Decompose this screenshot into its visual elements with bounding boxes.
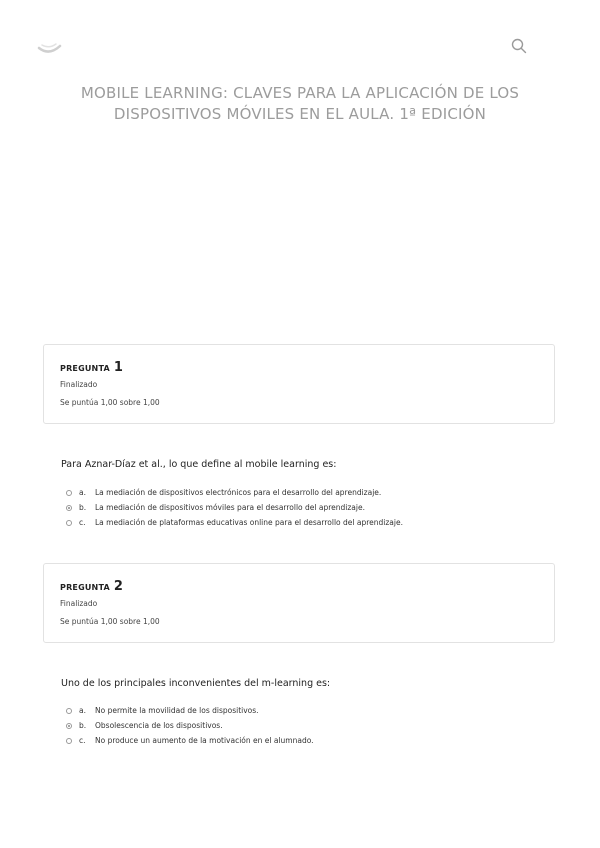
question-grade: Se puntúa 1,00 sobre 1,00 — [60, 617, 160, 626]
question-grade: Se puntúa 1,00 sobre 1,00 — [60, 398, 160, 407]
radio-button[interactable] — [66, 520, 72, 526]
question-text: Para Aznar-Díaz et al., lo que define al mobile learning es: — [61, 459, 337, 470]
question-label: PREGUNTA 2 — [60, 579, 124, 594]
answer-option[interactable] — [66, 485, 403, 500]
answer-letter: a. — [79, 706, 86, 715]
answer-letter: a. — [79, 488, 86, 497]
logo[interactable] — [36, 36, 64, 56]
answer-list — [66, 485, 403, 530]
answer-text: La mediación de plataformas educativas online para el desarrollo del aprendizaje. — [95, 518, 403, 527]
search-icon[interactable] — [510, 37, 528, 55]
page-title: MOBILE LEARNING: CLAVES PARA LA APLICACIÓN DE LOS DISPOSITIVOS MÓVILES EN EL AULA. 1ª EDICIÓN — [80, 84, 520, 123]
radio-button[interactable] — [66, 490, 72, 496]
question-info-card — [43, 344, 555, 424]
answer-text: La mediación de dispositivos móviles para el desarrollo del aprendizaje. — [95, 503, 365, 512]
answer-letter: b. — [79, 503, 87, 512]
answer-letter: b. — [79, 721, 87, 730]
radio-button[interactable] — [66, 708, 72, 714]
answer-list — [66, 703, 314, 748]
answer-text: No produce un aumento de la motivación en el alumnado. — [95, 736, 314, 745]
radio-button-selected[interactable] — [66, 723, 72, 729]
answer-text: La mediación de dispositivos electrónicos para el desarrollo del aprendizaje. — [95, 488, 382, 497]
question-number: 2 — [113, 579, 124, 594]
question-text: Uno de los principales inconvenientes del m-learning es: — [61, 678, 331, 689]
answer-letter: c. — [79, 518, 86, 527]
question-state: Finalizado — [60, 599, 98, 608]
answer-letter: c. — [79, 736, 86, 745]
question-label: PREGUNTA 1 — [60, 360, 124, 375]
answer-text: No permite la movilidad de los dispositivos. — [95, 706, 259, 715]
answer-option[interactable] — [66, 500, 403, 515]
question-state: Finalizado — [60, 380, 98, 389]
radio-button-selected[interactable] — [66, 505, 72, 511]
answer-text: Obsolescencia de los dispositivos. — [95, 721, 223, 730]
question-number: 1 — [113, 360, 124, 375]
radio-button[interactable] — [66, 738, 72, 744]
question-info-card — [43, 563, 555, 643]
answer-option[interactable] — [66, 515, 403, 530]
answer-option[interactable] — [66, 703, 314, 718]
answer-option[interactable] — [66, 718, 314, 733]
answer-option[interactable] — [66, 733, 314, 748]
